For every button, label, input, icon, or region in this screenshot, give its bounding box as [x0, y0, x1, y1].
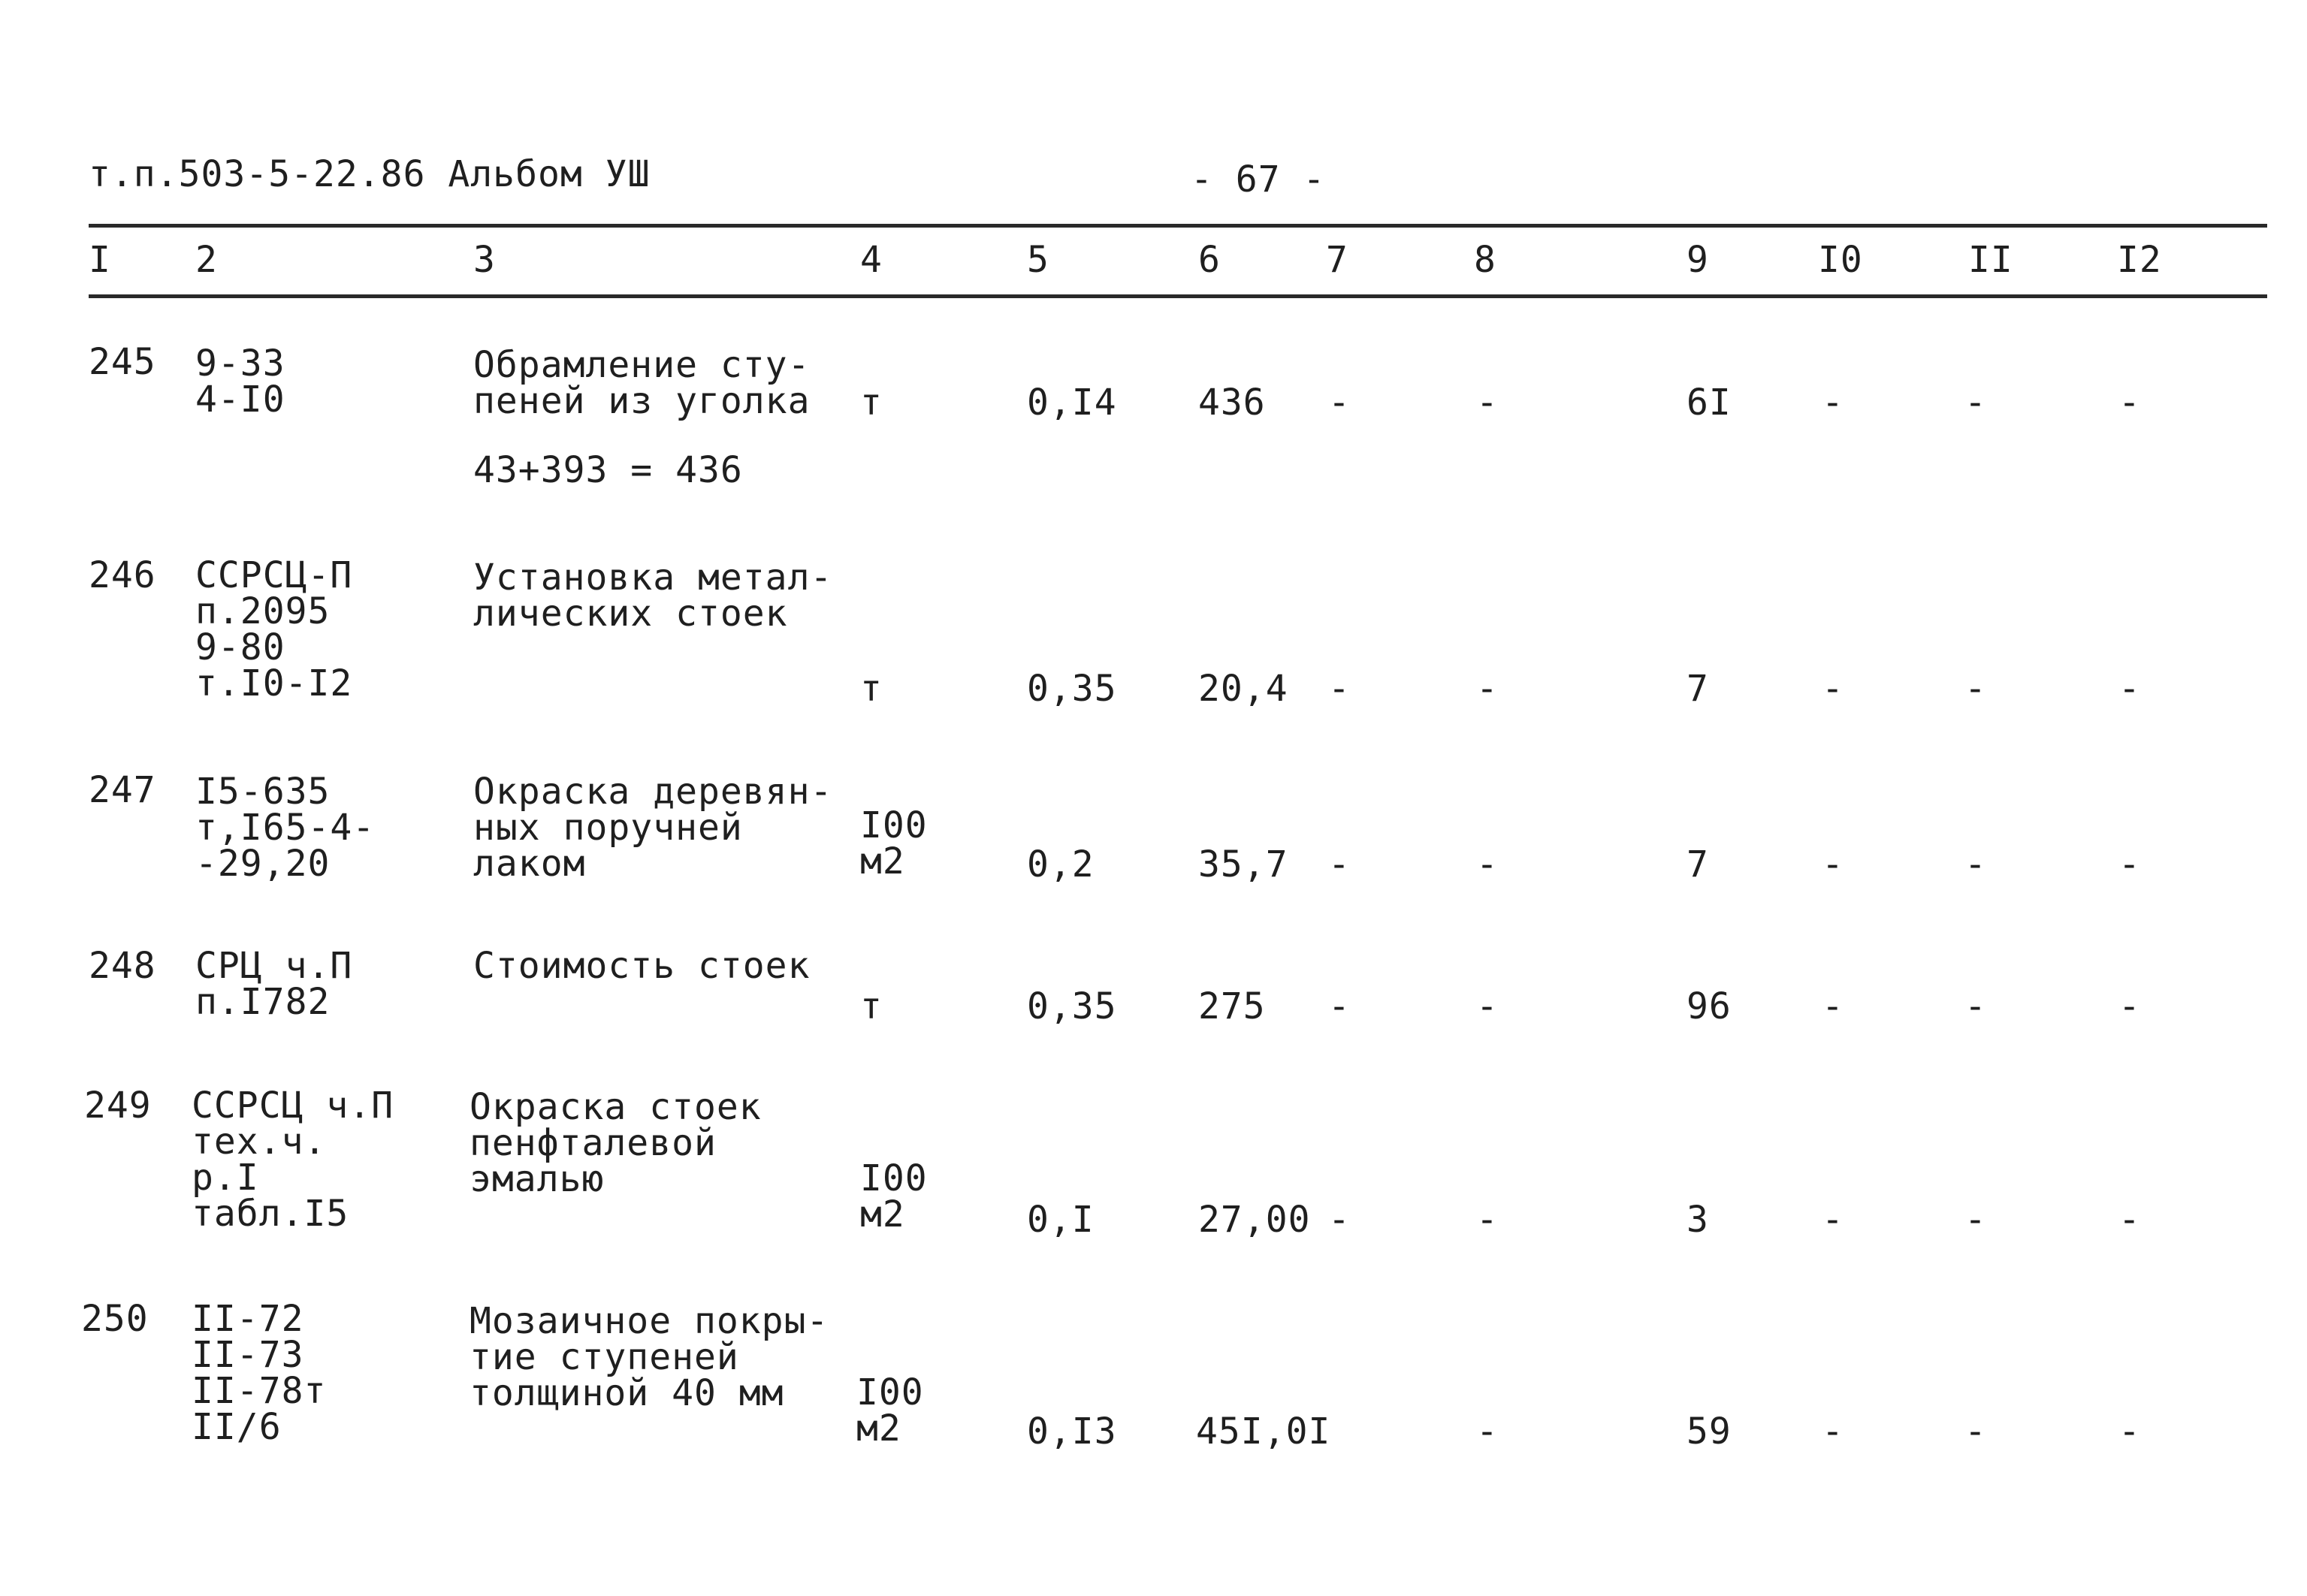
column-header-12: I2: [2117, 239, 2162, 281]
row-name: Мозаичное покры- тие ступеней толщиной 40 мм: [470, 1300, 829, 1414]
row-code: ССРСЦ-П п.2095 9-80 т.I0-I2: [195, 554, 353, 704]
row-col11: -: [1964, 668, 1986, 710]
column-header-3: 3: [473, 239, 496, 281]
row-quantity: 0,I3: [1027, 1410, 1117, 1453]
row-col7: -: [1328, 668, 1350, 710]
row-note: 43+393 = 436: [473, 449, 743, 491]
column-header-2: 2: [195, 239, 218, 281]
row-col7: -: [1328, 382, 1350, 424]
row-col11: -: [1964, 843, 1986, 885]
row-col8: -: [1476, 382, 1498, 424]
row-code: I5-635 т,I65-4- -29,20: [195, 771, 376, 885]
row-unit: I00 м2: [860, 1157, 928, 1235]
row-col7: -: [1328, 1199, 1350, 1241]
row-quantity: 0,35: [1027, 668, 1117, 710]
column-header-1: I: [89, 239, 111, 281]
row-unit: т: [860, 985, 883, 1027]
row-col12: -: [2118, 985, 2140, 1027]
row-unit: I00 м2: [860, 804, 928, 882]
column-header-9: 9: [1686, 239, 1709, 281]
row-col12: -: [2118, 668, 2140, 710]
row-number: 249: [84, 1085, 152, 1127]
column-header-8: 8: [1474, 239, 1496, 281]
row-code: II-72 II-73 II-78т II/6: [192, 1298, 327, 1448]
table-top-rule: [89, 224, 2267, 228]
row-code: ССРСЦ ч.П тех.ч. р.I табл.I5: [192, 1085, 394, 1235]
row-col10: -: [1822, 668, 1843, 710]
row-name: Окраска стоек пенфталевой эмалью: [470, 1086, 762, 1200]
column-header-4: 4: [860, 239, 883, 281]
row-name: Стоимость стоек: [473, 945, 811, 987]
row-quantity: 0,I4: [1027, 382, 1117, 424]
table-header-rule: [89, 294, 2267, 298]
page-number: - 67 -: [1191, 158, 1326, 201]
row-unit: т: [860, 382, 883, 424]
row-col9: 59: [1686, 1410, 1732, 1453]
row-col10: -: [1822, 985, 1843, 1027]
row-quantity: 0,2: [1027, 843, 1095, 885]
row-number: 248: [89, 945, 156, 987]
row-col6: 20,4: [1198, 668, 1288, 710]
row-col10: -: [1822, 1199, 1843, 1241]
row-unit: I00 м2: [856, 1371, 924, 1450]
row-number: 250: [81, 1298, 149, 1340]
row-number: 245: [89, 341, 156, 383]
row-col10: -: [1822, 1410, 1843, 1453]
row-col6: 35,7: [1198, 843, 1288, 885]
row-col6: 436: [1198, 382, 1266, 424]
column-header-6: 6: [1198, 239, 1221, 281]
row-col9: 3: [1686, 1199, 1709, 1241]
row-col7: -: [1328, 843, 1350, 885]
row-col12: -: [2118, 1410, 2140, 1453]
row-col7: -: [1328, 985, 1350, 1027]
row-col9: 7: [1686, 843, 1709, 885]
row-col8: -: [1476, 1199, 1498, 1241]
row-col8: -: [1476, 668, 1498, 710]
row-col9: 6I: [1686, 382, 1732, 424]
row-quantity: 0,I: [1027, 1199, 1095, 1241]
row-col12: -: [2118, 382, 2140, 424]
row-col12: -: [2118, 1199, 2140, 1241]
row-col6: 27,00: [1198, 1199, 1311, 1241]
row-col10: -: [1822, 843, 1843, 885]
row-col11: -: [1964, 1199, 1986, 1241]
column-header-10: I0: [1818, 239, 1863, 281]
row-col9: 96: [1686, 985, 1732, 1027]
row-name: Установка метал- лических стоек: [473, 557, 833, 635]
row-number: 247: [89, 769, 156, 811]
row-code: СРЦ ч.П п.I782: [195, 945, 353, 1023]
row-unit: т: [860, 668, 883, 710]
row-col8: -: [1476, 985, 1498, 1027]
row-col8: -: [1476, 1410, 1498, 1453]
row-col8: -: [1476, 843, 1498, 885]
row-col11: -: [1964, 382, 1986, 424]
row-col11: -: [1964, 1410, 1986, 1453]
row-name: Обрамление сту- пеней из уголка: [473, 344, 811, 422]
row-col11: -: [1964, 985, 1986, 1027]
row-number: 246: [89, 554, 156, 596]
document-reference: т.п.503-5-22.86 Альбом УШ: [89, 153, 651, 195]
column-header-5: 5: [1027, 239, 1049, 281]
row-name: Окраска деревян- ных поручней лаком: [473, 771, 833, 885]
row-col9: 7: [1686, 668, 1709, 710]
column-header-11: II: [1968, 239, 2013, 281]
row-col10: -: [1822, 382, 1843, 424]
column-header-7: 7: [1326, 239, 1348, 281]
row-col6: 45I,0I: [1196, 1410, 1331, 1453]
row-quantity: 0,35: [1027, 985, 1117, 1027]
row-col12: -: [2118, 843, 2140, 885]
row-code: 9-33 4-I0: [195, 342, 285, 421]
row-col6: 275: [1198, 985, 1266, 1027]
